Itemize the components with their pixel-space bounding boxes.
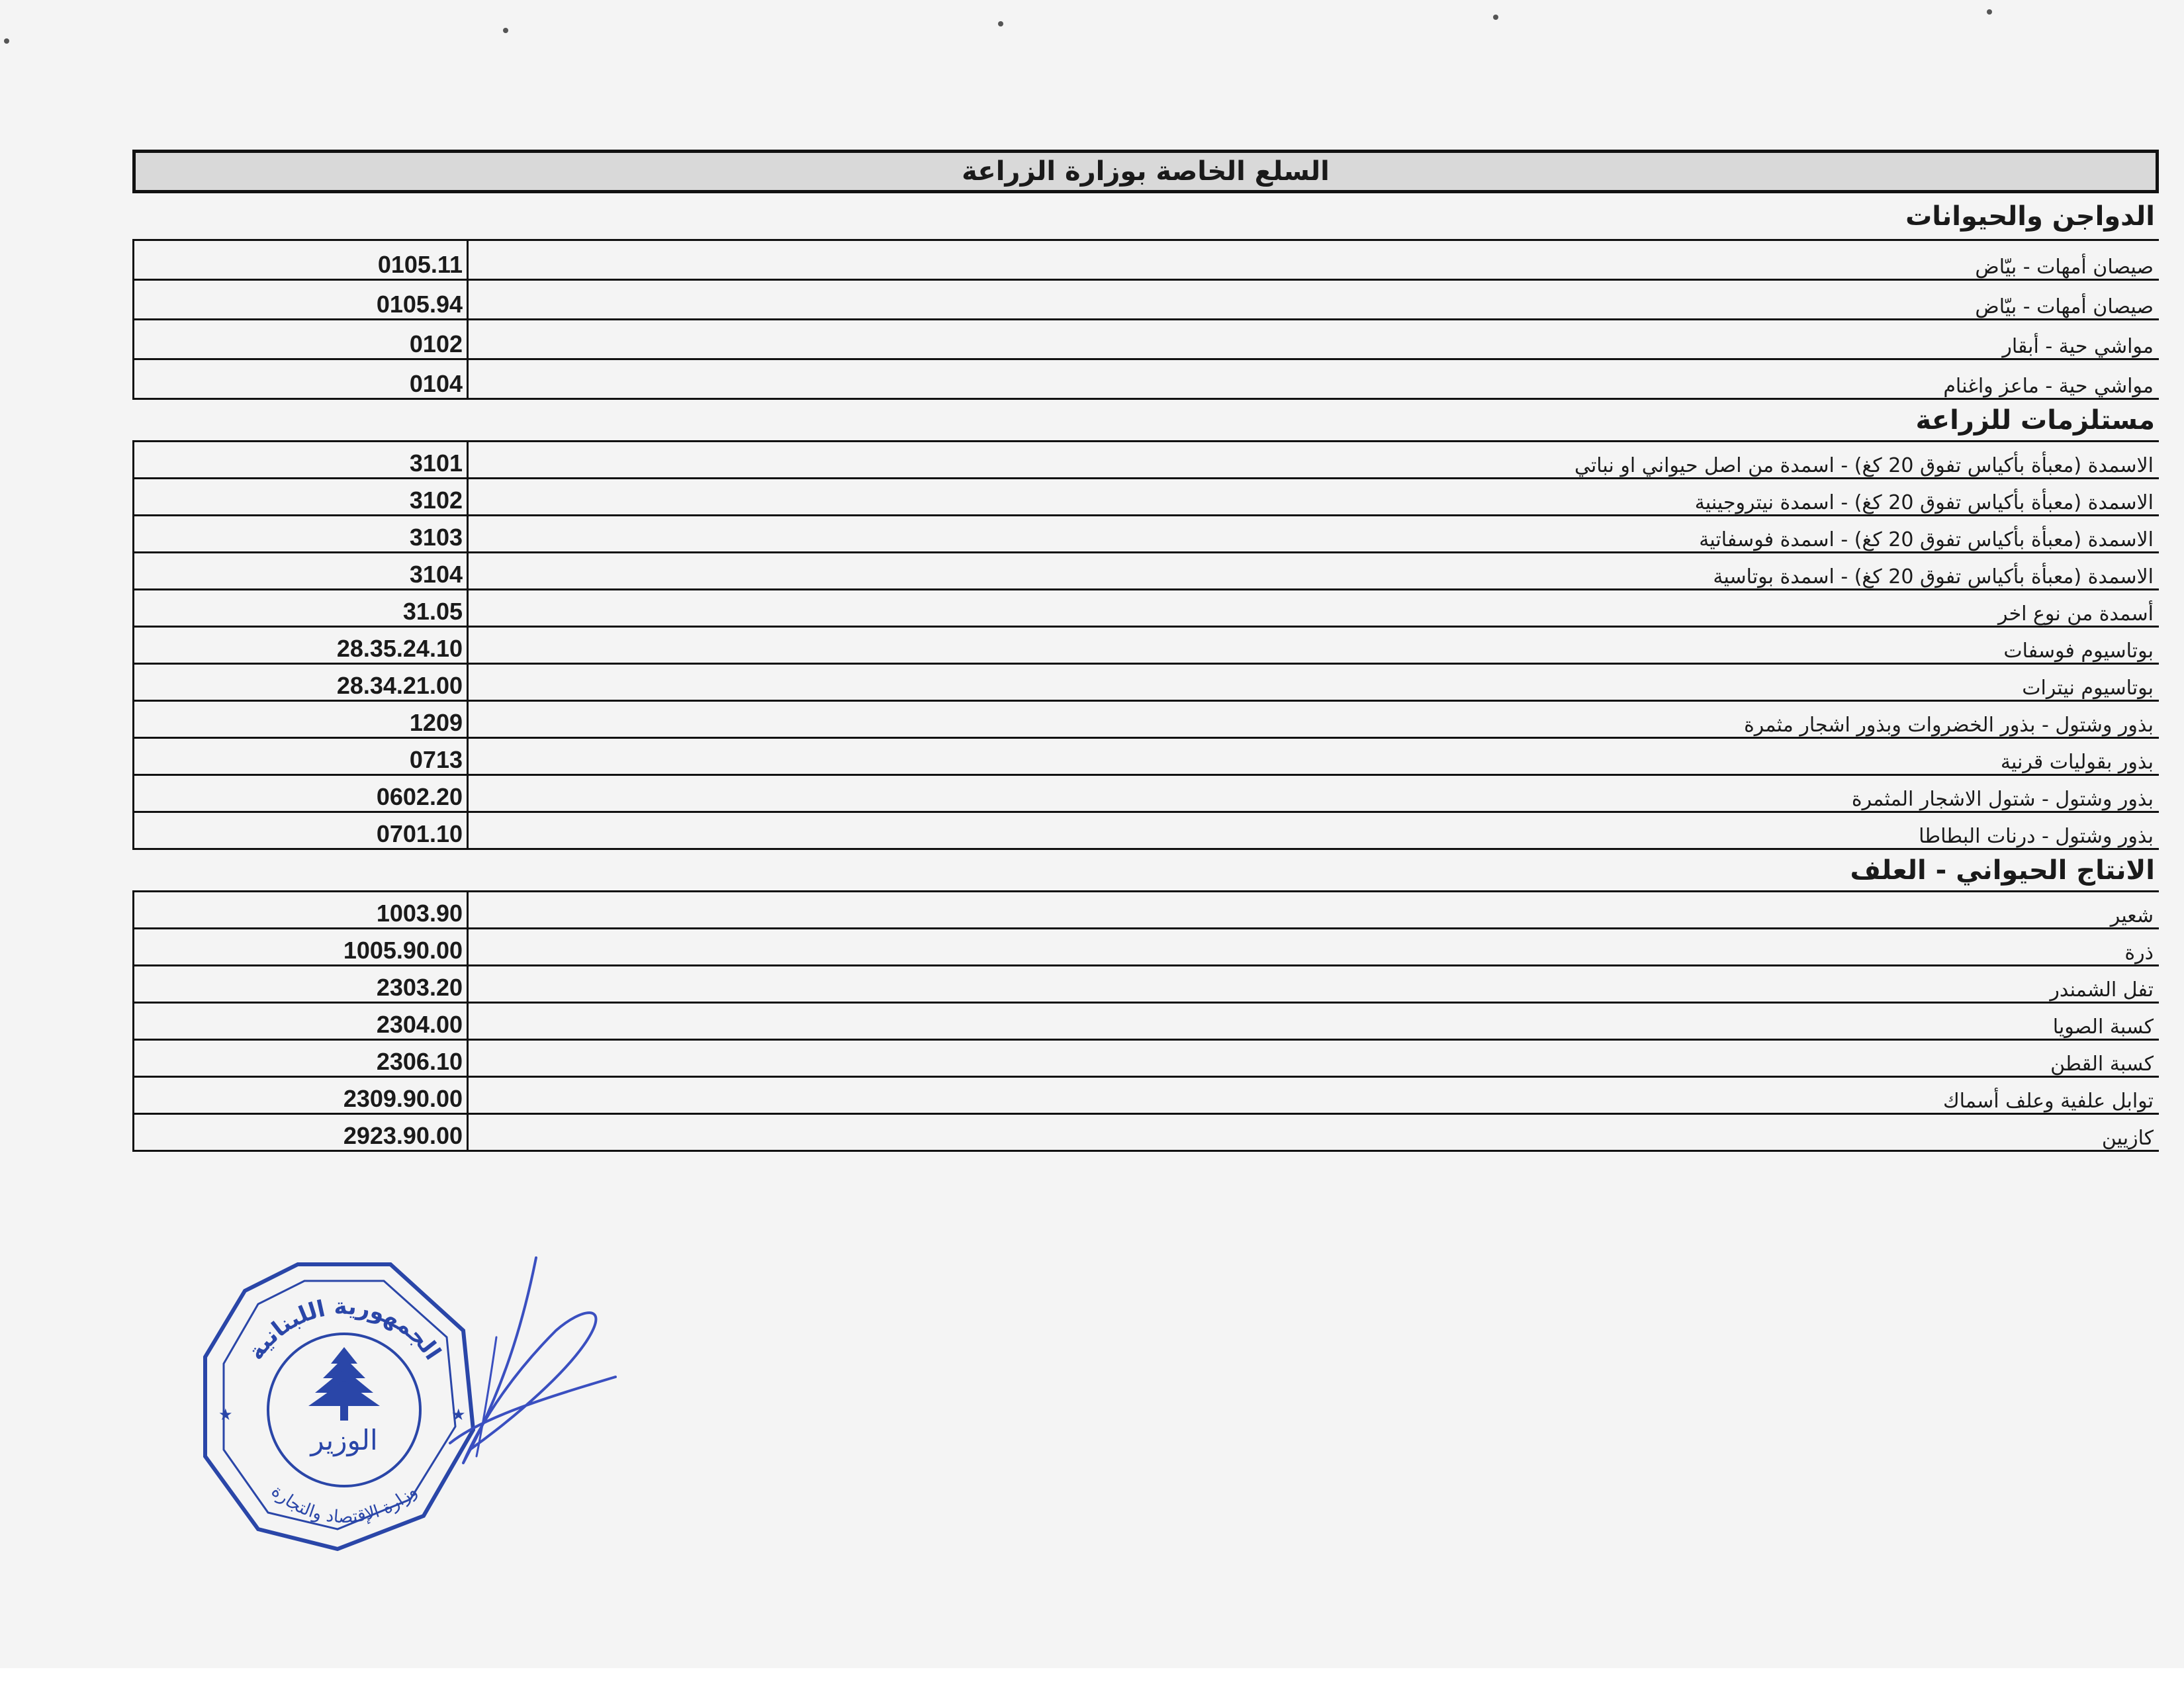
row-code: 3102 — [132, 479, 469, 514]
table-row — [132, 442, 2159, 479]
row-code: 2304.00 — [132, 1004, 469, 1039]
row-description: الاسمدة (معبأة بأكياس تفوق 20 كغ) - اسمدة من اصل حيواني او نباتي — [1574, 454, 2154, 477]
stamp-center-text: الوزير — [310, 1424, 378, 1456]
table-row — [132, 553, 2159, 590]
table-row — [132, 813, 2159, 850]
row-code: 2923.90.00 — [132, 1115, 469, 1150]
row-description: شعير — [2110, 904, 2154, 927]
table-row — [132, 1115, 2159, 1152]
row-description: توابل علفية وعلف أسماك — [1942, 1090, 2154, 1113]
row-description: الاسمدة (معبأة بأكياس تفوق 20 كغ) - اسمدة فوسفاتية — [1699, 528, 2154, 551]
table-row — [132, 241, 2159, 281]
table-row — [132, 1041, 2159, 1078]
row-code: 0713 — [132, 739, 469, 774]
row-code: 2303.20 — [132, 966, 469, 1002]
scan-dot — [4, 38, 9, 44]
row-code: 0105.94 — [132, 281, 469, 318]
row-description: صيصان أمهات - بيّاض — [1975, 256, 2154, 279]
row-code: 0104 — [132, 360, 469, 398]
star-icon: ★ — [218, 1405, 233, 1424]
table-row — [132, 892, 2159, 929]
row-description: بذور وشتول - شتول الاشجار المثمرة — [1851, 788, 2154, 811]
row-code: 28.35.24.10 — [132, 628, 469, 663]
row-description: كازيين — [2101, 1127, 2154, 1150]
table-row — [132, 966, 2159, 1004]
table-row — [132, 628, 2159, 665]
row-code: 1209 — [132, 702, 469, 737]
row-description: الاسمدة (معبأة بأكياس تفوق 20 كغ) - اسمدة نيتروجينية — [1694, 491, 2154, 514]
row-code: 0701.10 — [132, 813, 469, 848]
row-description: بذور بقوليات قرنية — [2000, 751, 2154, 774]
row-code: 3101 — [132, 442, 469, 477]
scan-dot — [1493, 15, 1498, 20]
section-animal-feed — [132, 850, 2159, 1152]
row-description: الاسمدة (معبأة بأكياس تفوق 20 كغ) - اسمدة بوتاسية — [1713, 565, 2154, 588]
row-description: بذور وشتول - بذور الخضروات وبذور اشجار مثمرة — [1744, 714, 2154, 737]
scan-dot — [1987, 9, 1992, 15]
cedar-tree-icon — [308, 1347, 380, 1421]
signature-stroke — [450, 1258, 615, 1463]
scan-dot — [998, 21, 1003, 26]
table-row — [132, 702, 2159, 739]
table-row — [132, 776, 2159, 813]
row-description: تفل الشمندر — [2050, 978, 2154, 1002]
table-row — [132, 739, 2159, 776]
table-title: السلع الخاصة بوزارة الزراعة — [132, 150, 2159, 193]
row-code: 0102 — [132, 320, 469, 358]
commodity-table — [132, 150, 2159, 1152]
handwritten-signature — [424, 1244, 622, 1483]
scan-bottom-edge — [0, 1668, 2184, 1688]
row-code: 2309.90.00 — [132, 1078, 469, 1113]
row-code: 3104 — [132, 553, 469, 588]
row-code: 1003.90 — [132, 892, 469, 927]
row-code: 0602.20 — [132, 776, 469, 811]
stamp-ring-text: الجمهورية اللبنانية — [242, 1293, 446, 1365]
row-description: بوتاسيوم فوسفات — [2003, 639, 2154, 663]
row-description: صيصان أمهات - بيّاض — [1975, 295, 2154, 318]
row-description: مواشي حية - ماعز واغنام — [1943, 375, 2154, 398]
row-code: 28.34.21.00 — [132, 665, 469, 700]
row-description: ذرة — [2124, 941, 2154, 964]
scan-dot — [503, 28, 508, 33]
star-icon: ★ — [451, 1405, 466, 1424]
row-description: بذور وشتول - درنات البطاطا — [1919, 825, 2154, 848]
section-heading: الدواجن والحيوانات — [132, 193, 2159, 241]
table-row — [132, 590, 2159, 628]
row-description: كسبة القطن — [2050, 1053, 2154, 1076]
row-code: 2306.10 — [132, 1041, 469, 1076]
section-agricultural-supplies — [132, 400, 2159, 850]
row-code: 3103 — [132, 516, 469, 551]
row-code: 0105.11 — [132, 241, 469, 279]
section-poultry-livestock — [132, 193, 2159, 400]
row-code: 1005.90.00 — [132, 929, 469, 964]
table-row — [132, 516, 2159, 553]
table-row — [132, 320, 2159, 360]
section-heading: الانتاج الحيواني - العلف — [132, 850, 2159, 892]
table-row — [132, 360, 2159, 400]
table-row — [132, 929, 2159, 966]
row-description: بوتاسيوم نيترات — [2022, 677, 2154, 700]
table-row — [132, 479, 2159, 516]
stamp-bottom-text: وزارة الإقتصاد والتجارة — [267, 1481, 422, 1528]
row-description: كسبة الصويا — [2052, 1015, 2154, 1039]
row-description: أسمدة من نوع اخر — [1998, 602, 2154, 626]
table-row — [132, 1004, 2159, 1041]
row-description: مواشي حية - أبقار — [2002, 335, 2154, 358]
row-code: 31.05 — [132, 590, 469, 626]
table-row — [132, 665, 2159, 702]
table-row — [132, 281, 2159, 320]
section-heading: مستلزمات للزراعة — [132, 400, 2159, 442]
table-row — [132, 1078, 2159, 1115]
